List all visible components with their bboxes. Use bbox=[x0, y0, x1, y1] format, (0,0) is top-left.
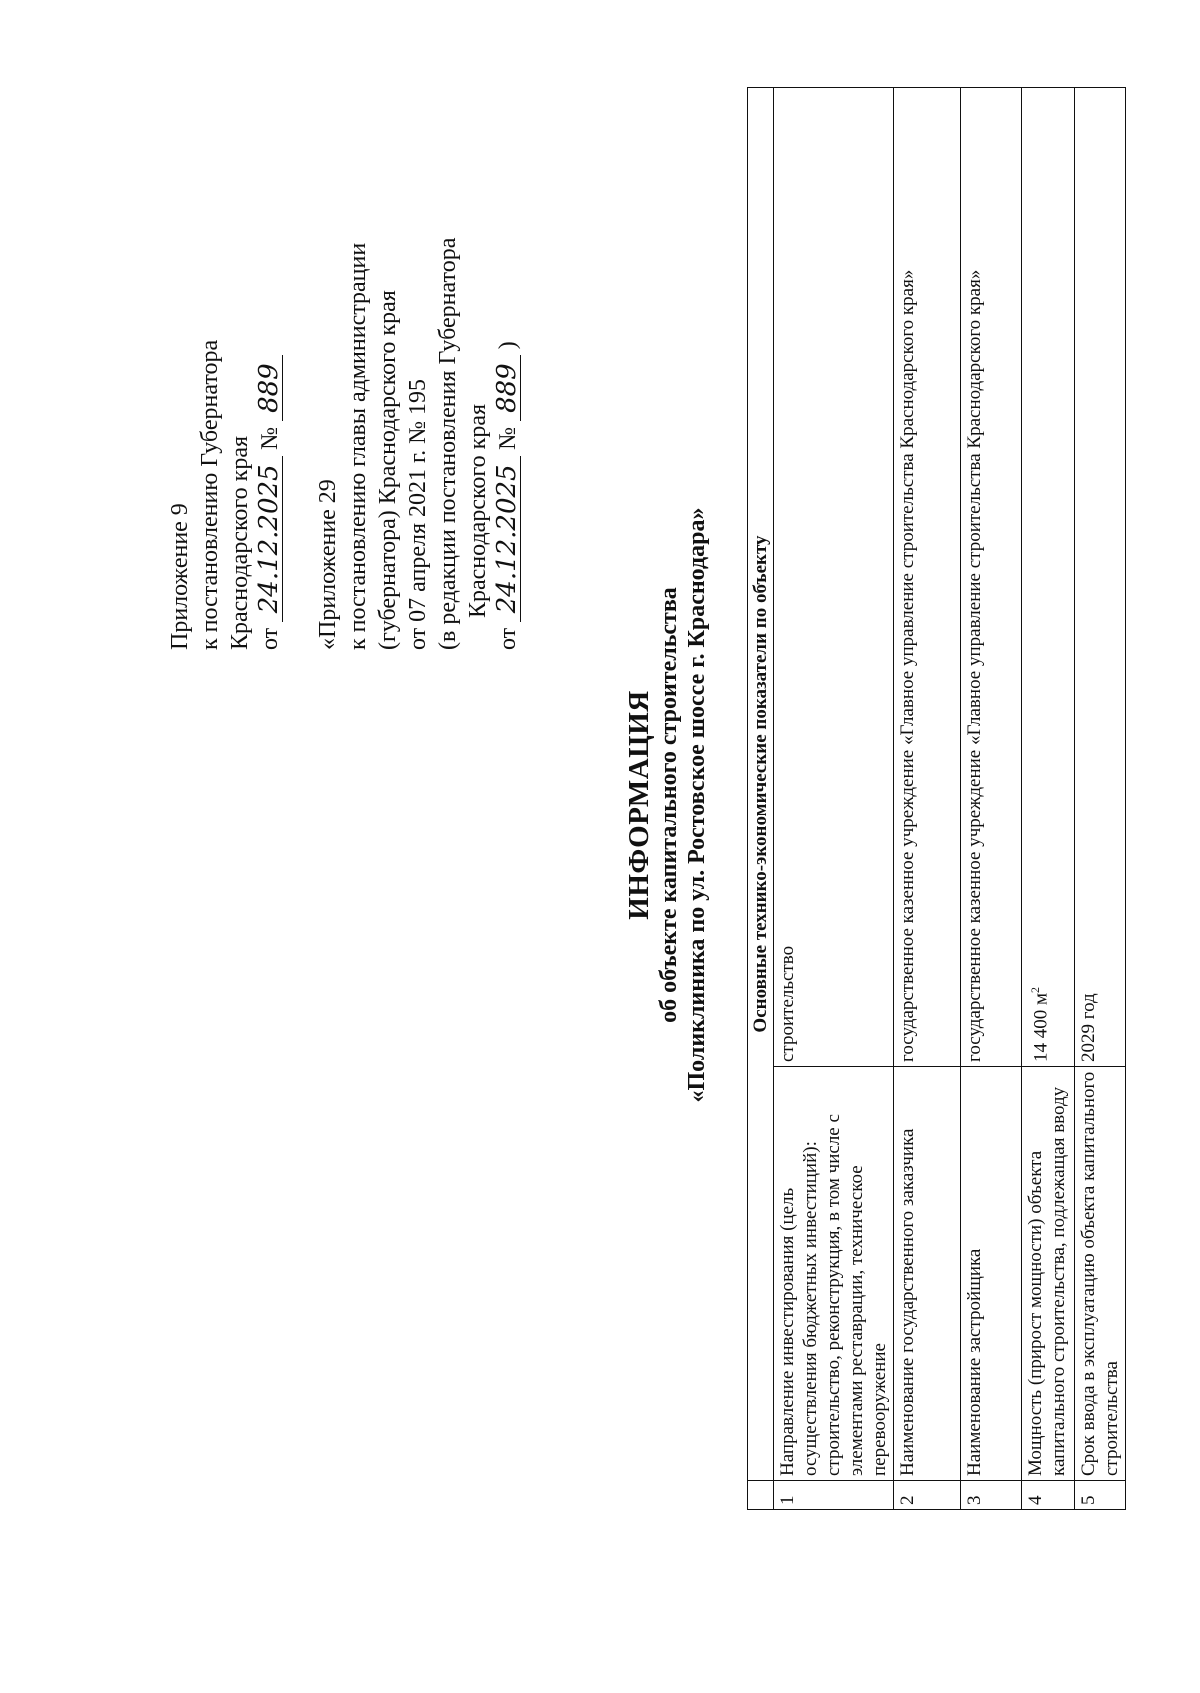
edition-line: (в редакции постановления Губернатора bbox=[435, 237, 461, 650]
section-header: Основные технико-экономические показатели по объекту bbox=[748, 88, 774, 1481]
capacity-value: 14 400 м bbox=[1030, 992, 1052, 1062]
table-row bbox=[774, 88, 894, 1510]
row-value: 2029 год bbox=[1075, 88, 1126, 1067]
title-main: ИНФОРМАЦИЯ bbox=[623, 690, 655, 920]
row-number: 2 bbox=[894, 1481, 961, 1510]
region-line: Краснодарского края bbox=[227, 435, 253, 650]
edition-from-label: от bbox=[495, 627, 521, 650]
row-number: 1 bbox=[774, 1481, 894, 1510]
row-name: Мощность (прирост мощности) объекта капитального строительства, подлежащая вводу bbox=[1022, 1067, 1075, 1481]
governor-region-line: (губернатора) Краснодарского края bbox=[375, 290, 401, 650]
handwritten-date: 24.12.2025 bbox=[256, 456, 283, 622]
row-number: 3 bbox=[961, 1481, 1022, 1510]
row-name: Срок ввода в эксплуатацию объекта капитального строительства bbox=[1075, 1067, 1126, 1481]
title-object: «Поликлиника по ул. Ростовское шоссе г. Краснодара» bbox=[684, 507, 710, 1103]
annex-29-title: «Приложение 29 bbox=[315, 479, 341, 650]
edition-close: ) bbox=[495, 341, 521, 350]
document-title bbox=[623, 25, 711, 1585]
row-value: государственное казенное учреждение «Главное управление строительства Краснодарского края» bbox=[961, 88, 1022, 1067]
row-number: 5 bbox=[1075, 1481, 1126, 1510]
table-row bbox=[894, 88, 961, 1510]
handwritten-number: 889 bbox=[256, 355, 283, 421]
annex-header bbox=[165, 90, 523, 650]
capacity-unit-power: 2 bbox=[1028, 986, 1042, 993]
header-num-cell bbox=[748, 1481, 774, 1510]
edition-region-line: Краснодарского края bbox=[465, 403, 491, 618]
row-name: Направление инвестирования (цель осуществления бюджетных инвестиций): строительство, реконструкция, в том числе с элементами реставрации, техническое перевооружение bbox=[774, 1067, 894, 1481]
indicators-table bbox=[747, 87, 1126, 1510]
edition-handwritten-number: 889 bbox=[494, 355, 521, 421]
edition-number-label: № bbox=[495, 426, 521, 450]
header-gap bbox=[285, 90, 313, 650]
title-sub: об объекте капитального строительства bbox=[656, 587, 682, 1023]
table-row bbox=[1022, 88, 1075, 1510]
row-name: Наименование государственного заказчика bbox=[894, 1067, 961, 1481]
annex-title: Приложение 9 bbox=[167, 503, 193, 650]
resolution-line: к постановлению Губернатора bbox=[197, 339, 223, 650]
table-header-row bbox=[748, 88, 774, 1510]
row-name: Наименование застройщика bbox=[961, 1067, 1022, 1481]
row-value: государственное казенное учреждение «Главное управление строительства Краснодарского края» bbox=[894, 88, 961, 1067]
row-value: строительство bbox=[774, 88, 894, 1067]
number-label: № bbox=[257, 426, 283, 450]
rotated-page bbox=[35, 25, 1135, 1585]
table-row bbox=[1075, 88, 1126, 1510]
row-value-capacity bbox=[1022, 88, 1075, 1067]
date-number-line bbox=[255, 90, 285, 650]
original-date-line: от 07 апреля 2021 г. № 195 bbox=[405, 378, 431, 650]
edition-handwritten-date: 24.12.2025 bbox=[494, 456, 521, 622]
from-label: от bbox=[257, 627, 283, 650]
edition-date-number-line bbox=[493, 90, 523, 650]
table-row bbox=[961, 88, 1022, 1510]
row-number: 4 bbox=[1022, 1481, 1075, 1510]
resolution-head-line: к постановлению главы администрации bbox=[345, 242, 371, 650]
